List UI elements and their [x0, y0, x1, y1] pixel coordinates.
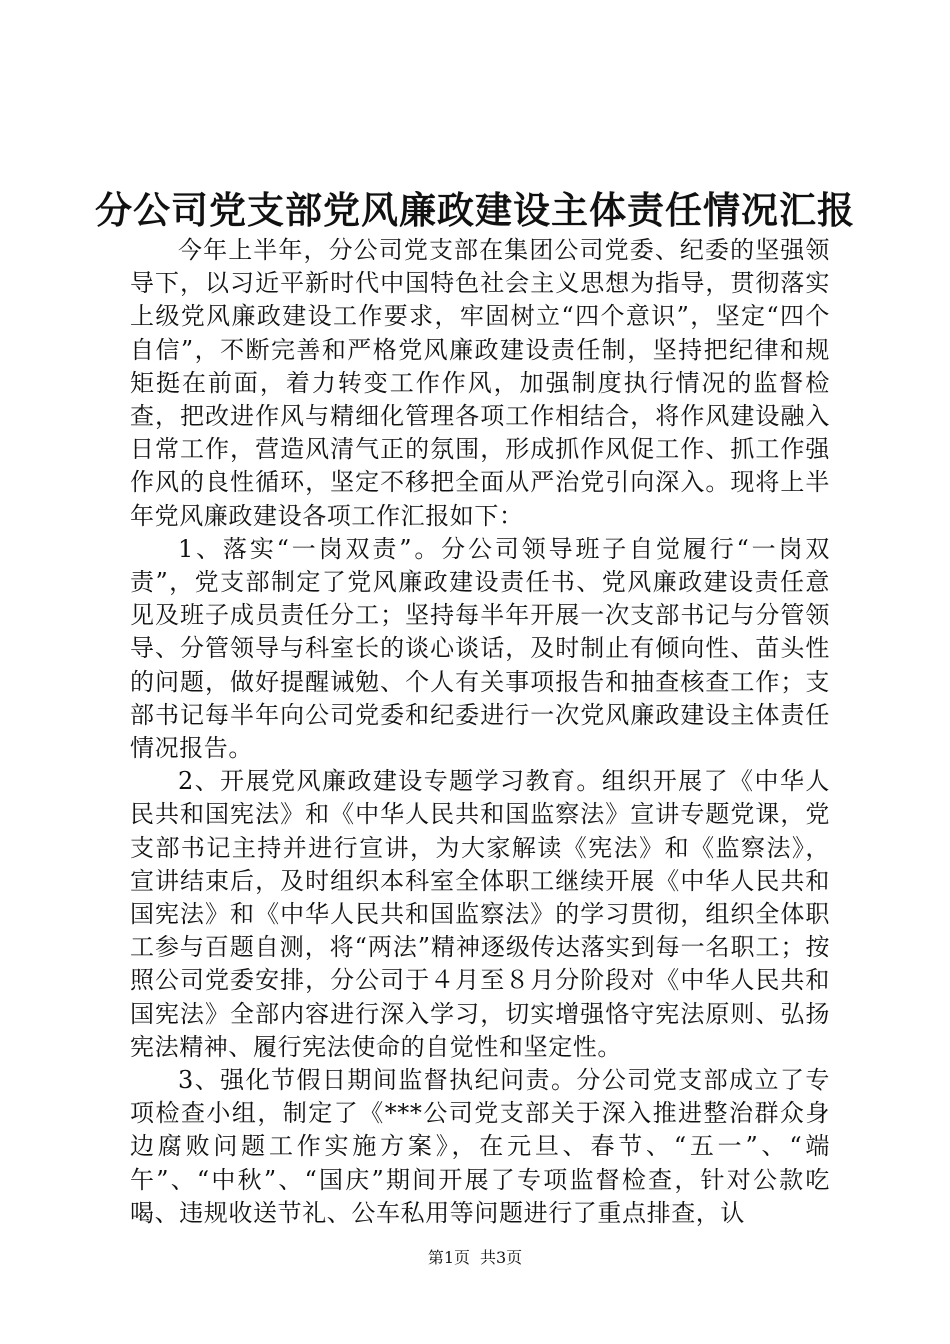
document-title: 分公司党支部党风廉政建设主体责任情况汇报 [95, 188, 855, 232]
page-footer [0, 1248, 950, 1268]
page-total: 共3页 [480, 1248, 523, 1267]
paragraph-item-3: 3、强化节假日期间监督执纪问责。分公司党支部成立了专项检查小组，制定了《***公司党支部关于深入推进整治群众身边腐败问题工作实施方案》，在元旦、春节、“五一”、“端午”、“中秋”、“国庆”期间开展了专项监督检查，针对公款吃喝、违规收送节礼、公车私用等问题进行了重点排查，认 [130, 1066, 830, 1227]
document-body [130, 234, 830, 1230]
paragraph-intro: 今年上半年，分公司党支部在集团公司党委、纪委的坚强领导下，以习近平新时代中国特色社会主义思想为指导，贯彻落实上级党风廉政建设工作要求，牢固树立“四个意识”，坚定“四个自信”，不断完善和严格党风廉政建设责任制，坚持把纪律和规矩挺在前面，着力转变工作作风，加强制度执行情况的监督检查，把改进作风与精细化管理各项工作相结合，将作风建设融入日常工作，营造风清气正的氛围，形成抓作风促工作、抓工作强作风的良性循环，坚定不移把全面从严治党引向深入。现将上半年党风廉政建设各项工作汇报如下： [130, 236, 830, 530]
paragraph-item-1: 1、落实“一岗双责”。分公司领导班子自觉履行“一岗双责”，党支部制定了党风廉政建设责任书、党风廉政建设责任意见及班子成员责任分工；坚持每半年开展一次支部书记与分管领导、分管领导与科室长的谈心谈话，及时制止有倾向性、苗头性的问题，做好提醒诫勉、个人有关事项报告和抽查核查工作；支部书记每半年向公司党委和纪委进行一次党风廉政建设主体责任情况报告。 [130, 534, 830, 763]
page-number: 第1页 [427, 1248, 470, 1267]
paragraph-item-2: 2、开展党风廉政建设专题学习教育。组织开展了《中华人民共和国宪法》和《中华人民共和国监察法》宣讲专题党课，党支部书记主持并进行宣讲，为大家解读《宪法》和《监察法》，宣讲结束后，及时组织本科室全体职工继续开展《中华人民共和国宪法》和《中华人民共和国监察法》的学习贯彻，组织全体职工参与百题自测，将“两法”精神逐级传达落实到每一名职工；按照公司党委安排，分公司于４月至８月分阶段对《中华人民共和国宪法》全部内容进行深入学习，切实增强恪守宪法原则、弘扬宪法精神、履行宪法使命的自觉性和坚定性。 [130, 767, 830, 1061]
